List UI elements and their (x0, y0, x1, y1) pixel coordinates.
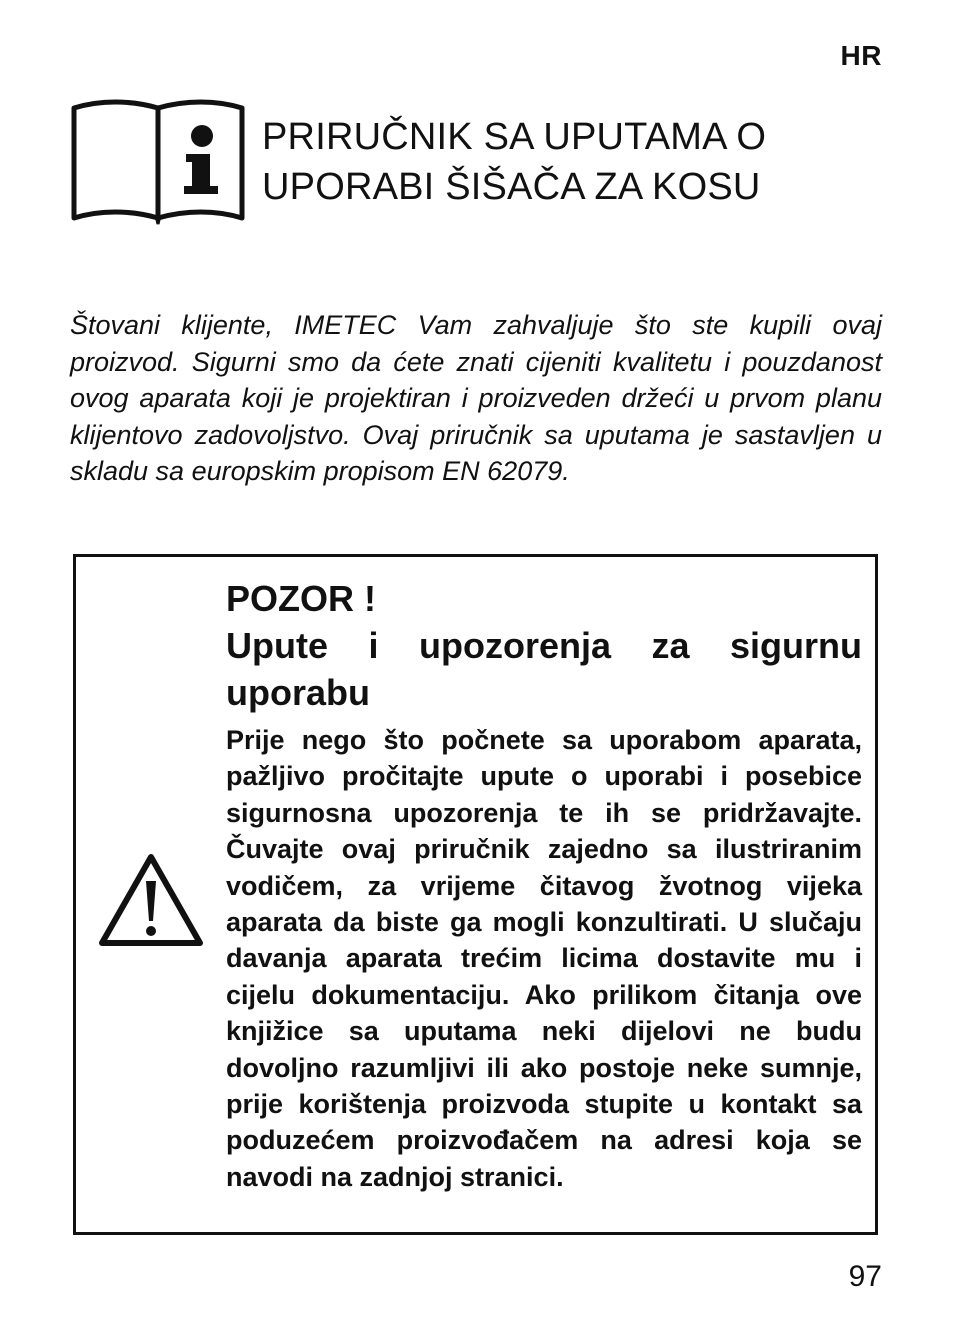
language-code: HR (840, 40, 882, 71)
warning-subheading: Upute i upozorenja za sigurnu uporabu (226, 625, 862, 713)
warning-heading: POZOR ! (226, 578, 376, 619)
warning-triangle-icon (96, 851, 206, 951)
page-title-line1: PRIRUČNIK SA UPUTAMA O (262, 116, 767, 158)
page-title (262, 112, 882, 212)
info-book-icon (70, 94, 246, 226)
warning-body: Prije nego što počnete sa uporabom aparata, pažljivo pročitajte upute o uporabi i posebice sigurnosna upozorenja te ih se pridržavajte. Čuvajte ovaj priručnik zajedno sa ilustriranim vodičem, za vrijeme čitavog žvotnog vijeka aparata da biste ga mogli konzultirati. U slučaju davanja aparata trećim licima dostavite mu i cijelu dokumentaciju. Ako prilikom čitanja ove knjižice sa uputama neki dijelovi ne budu dovoljno razumljivi ili ako postoje neke sumnje, prije korištenja proizvoda stupite u kontakt sa poduzećem proizvođačem na adresi koja se navodi na zadnjoj stranici. (226, 725, 862, 1192)
page-number: 97 (848, 1260, 882, 1293)
page-title-line2: UPORABI ŠIŠAČA ZA KOSU (262, 166, 761, 208)
intro-paragraph: Štovani klijente, IMETEC Vam zahvaljuje što ste kupili ovaj proizvod. Sigurni smo da ćete znati cijeniti kvalitetu i pouzdanost ovog aparata koji je projektiran i proizveden držeći u prvom planu klijentovo zadovoljstvo. Ovaj priručnik sa uputama je sastavljen u skladu sa europskim propisom EN 62079. (70, 310, 882, 486)
safety-warning-box (73, 554, 878, 1235)
warning-text (226, 575, 862, 1195)
